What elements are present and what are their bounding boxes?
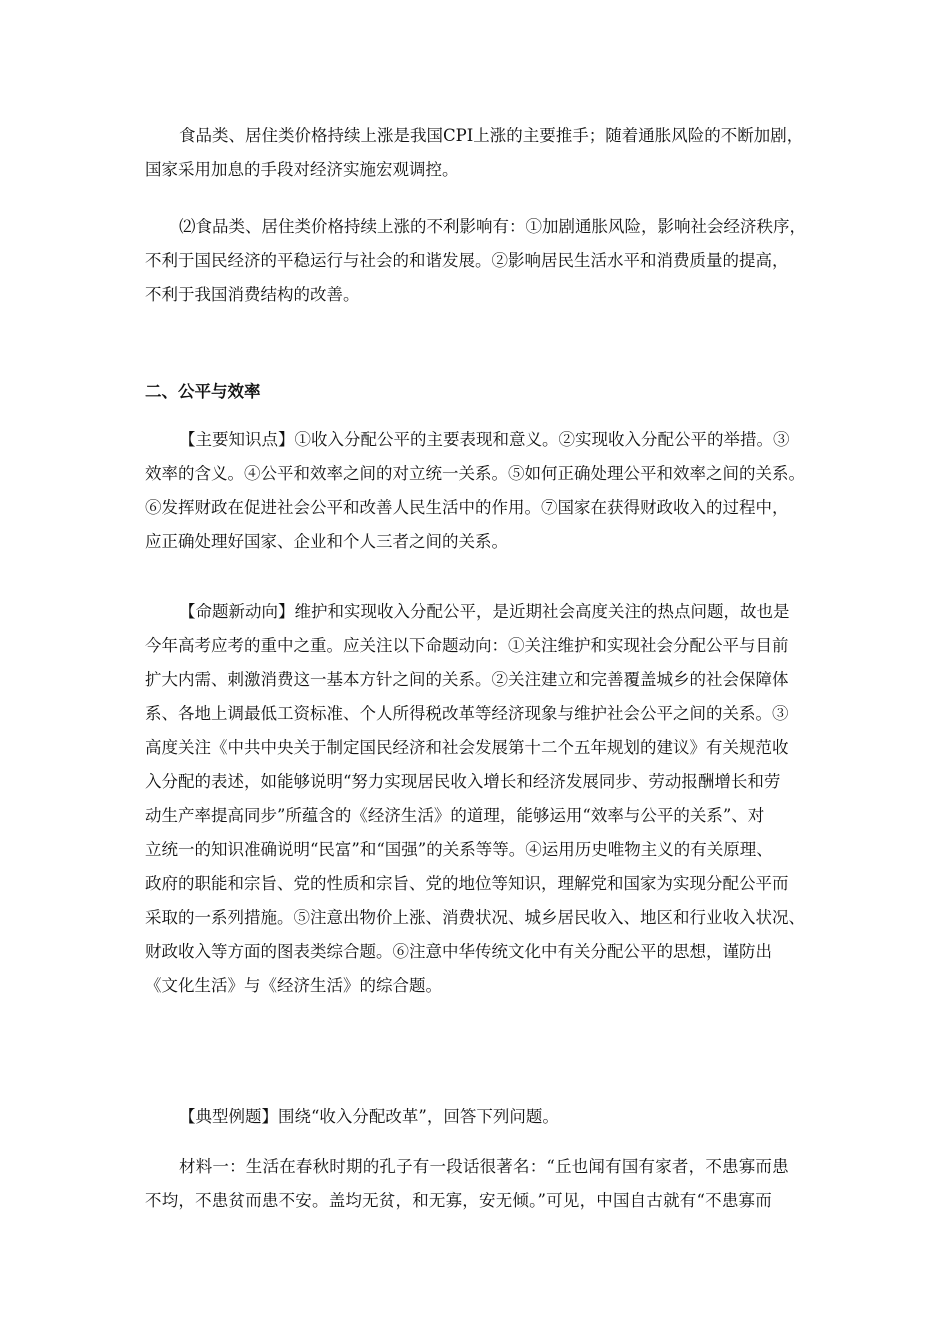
paragraph-key-points [145, 423, 810, 559]
text-line: 【命题新动向】维护和实现收入分配公平，是近期社会高度关注的热点问题，故也是 [179, 602, 790, 621]
text-line: ⑵食品类、居住类价格持续上涨的不利影响有：①加剧通胀风险，影响社会经济秩序， [179, 217, 806, 236]
text-line: 入分配的表述，如能够说明“努力实现居民收入增长和经济发展同步、劳动报酬增长和劳 [145, 772, 781, 791]
text-line: 不均，不患贫而患不安。盖均无贫，和无寡，安无倾。”可见，中国自古就有“不患寡而 [145, 1191, 772, 1210]
paragraph-material-one [145, 1150, 810, 1218]
text-line: 应正确处理好国家、企业和个人三者之间的关系。 [145, 532, 508, 551]
text-line: 《文化生活》与《经济生活》的综合题。 [145, 976, 442, 995]
text-line: 扩大内需、刺激消费这一基本方针之间的关系。②关注建立和完善覆盖城乡的社会保障体 [145, 670, 789, 689]
text-line: 效率的含义。④公平和效率之间的对立统一关系。⑤如何正确处理公平和效率之间的关系。 [145, 464, 805, 483]
text-line: 国家采用加息的手段对经济实施宏观调控。 [145, 160, 459, 179]
text-line: 不利于国民经济的平稳运行与社会的和谐发展。②影响居民生活水平和消费质量的提高， [145, 251, 789, 270]
text-line: 材料一：生活在春秋时期的孔子有一段话很著名：“丘也闻有国有家者，不患寡而患 [179, 1157, 789, 1176]
paragraph-new-trends [145, 595, 810, 1003]
paragraph-adverse-effects [145, 210, 810, 312]
text-line: 食品类、居住类价格持续上涨是我国CPI上涨的主要推手；随着通胀风险的不断加剧， [179, 126, 804, 145]
paragraph-example [145, 1100, 810, 1134]
text-line: 今年高考应考的重中之重。应关注以下命题动向：①关注维护和实现社会分配公平与目前 [145, 636, 789, 655]
text-line: ⑥发挥财政在促进社会公平和改善人民生活中的作用。⑦国家在获得财政收入的过程中， [145, 498, 789, 517]
text-line: 政府的职能和宗旨、党的性质和宗旨、党的地位等知识，理解党和国家为实现分配公平而 [145, 874, 789, 893]
text-line: 立统一的知识准确说明“民富”和“国强”的关系等等。④运用历史唯物主义的有关原理、 [145, 840, 773, 859]
text-line: 系、各地上调最低工资标准、个人所得税改革等经济现象与维护社会公平之间的关系。③ [145, 704, 789, 723]
text-line: 【主要知识点】①收入分配公平的主要表现和意义。②实现收入分配公平的举措。③ [179, 430, 790, 449]
text-line: 高度关注《中共中央关于制定国民经济和社会发展第十二个五年规划的建议》有关规范收 [145, 738, 789, 757]
section-heading: 二、公平与效率 [145, 382, 261, 401]
text-line: 不利于我国消费结构的改善。 [145, 285, 360, 304]
text-line: 采取的一系列措施。⑤注意出物价上涨、消费状况、城乡居民收入、地区和行业收入状况、 [145, 908, 805, 927]
text-line: 动生产率提高同步”所蕴含的《经济生活》的道理，能够运用“效率与公平的关系”、对 [145, 806, 765, 825]
paragraph-cpi-cause [145, 119, 810, 187]
text-line: 财政收入等方面的图表类综合题。⑥注意中华传统文化中有关分配公平的思想，谨防出 [145, 942, 772, 961]
text-line: 【典型例题】围绕“收入分配改革”，回答下列问题。 [179, 1107, 559, 1126]
